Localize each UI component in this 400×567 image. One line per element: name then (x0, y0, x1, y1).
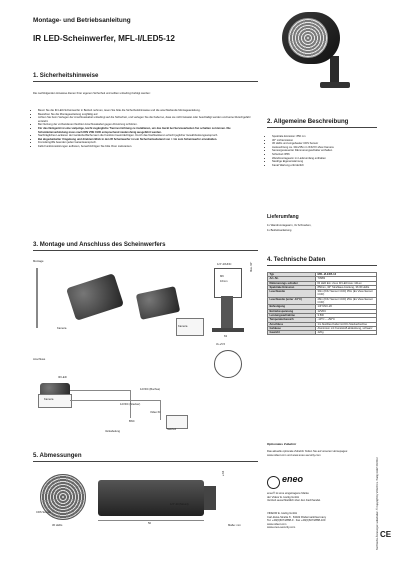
table-row (268, 297, 377, 305)
label-kamera: Kamera (57, 327, 67, 330)
table-value: 30m (IKK/ Sensor CCD) 35m (Ex View-Sensor CCD) (316, 290, 377, 298)
section-heading-mounting: 3. Montage und Anschluss des Scheinwerfers (33, 241, 166, 248)
company-block (267, 512, 367, 530)
label-width-dim: 50 (148, 522, 151, 525)
base-plate-drawing (214, 350, 242, 378)
dim-width: 63 (224, 335, 227, 338)
feature-item: • 30° Lichtemission (272, 139, 379, 143)
label-cds-sensor: CDS Sensor (36, 511, 51, 514)
table-key: Dämmerungs-schalter (268, 281, 316, 285)
section-heading-safety: 1. Sicherheitshinweise (33, 72, 99, 79)
safety-item: • Nachträgliches Lackieren der Gerätoberfläche kann die Funktion beeinträchtigen. Durch das Nachlackieren erlischt jeglicher Gewährleistungsanspruch. (38, 134, 258, 138)
ir-lamp-drawing (66, 273, 124, 321)
copyright-side-note: Technische Änderungen vorbehalten. © Copyright by VIDEOR E. Hartig GmbH 04/2012 (376, 457, 379, 550)
label-diameter: ⌀ 64 (222, 470, 225, 476)
table-key: Leuchtweite (268, 290, 316, 298)
feature-list (267, 135, 379, 167)
label-ir-led: IR LED (58, 376, 67, 379)
table-key: Leuchtweite (unter -10°C) (268, 297, 316, 305)
safety-list (33, 109, 258, 149)
cable-line (70, 390, 130, 391)
label-units: Maße: mm (228, 524, 241, 527)
table-key: Leistungsaufnahme (268, 313, 316, 317)
table-key: Anschluss (268, 322, 316, 326)
bracket-arm (221, 296, 233, 328)
delivery-item: 1x Betriebsanleitung (267, 229, 292, 232)
document-type: Montage- und Betriebsanleitung (33, 17, 131, 24)
safety-item: • Für das Netzgerät ist eine vielpolige, leicht zugängliche Trennvorrichtung zu installieren, um das Gerät bei Servicearbeiten frei schalten zu können. Die Schutzleiterverbindung muss nach DIN VDE 0100 entsprechend niederohmig ausgeführt werden. (38, 127, 258, 134)
table-value: 12VDC (316, 309, 377, 313)
label-anschluss: Anschluss (33, 358, 46, 361)
section-heading-technical: 4. Technische Daten (267, 256, 326, 263)
section-rule (33, 250, 258, 251)
label-kamera-conn: Kamera (44, 398, 54, 401)
table-key: Betriebsspannung (268, 309, 316, 313)
netzteil-drawing (166, 415, 188, 429)
label-12vdc-buchse: 12VDC (Buchse) (140, 388, 161, 391)
bracket-base (212, 328, 244, 332)
ce-mark: CE (380, 530, 392, 539)
table-value: Aluminium mit Kunststoff-abdeckung, schwarz (316, 326, 377, 330)
reg-line: Vertrieb ausschließlich über den Fachhandel. (267, 499, 321, 503)
table-value: 3.5W (316, 313, 377, 317)
feature-item: • Wandmontagearm im Lieferumfang enthalten (272, 157, 379, 161)
section-rule (33, 461, 258, 462)
dim-top-thread: 1/4"-20UNC (217, 263, 232, 266)
table-key: Art.-Nr. (268, 277, 316, 281)
section-heading-description: 2. Allgemeine Beschreibung (267, 118, 349, 125)
safety-item: • Bei abgedunkelter Umgebung und direktem Blick in den IR Scheinwerfer ist ein Sicherheitsabstand von > 1m zum Scheinwerfer einzuhalten. (38, 138, 258, 142)
accessory-text: Das aktuelle optionale Zubehör finden Sie auf unseren Homepages: www.videor.com und www.eneo-security.com (267, 450, 348, 457)
table-key: Temperaturbereich (268, 318, 316, 322)
wall-line (36, 268, 38, 328)
reg-line: der Videor E. Hartig GmbH (267, 495, 300, 499)
label-netzteil: Netzteil (167, 428, 176, 431)
company-web[interactable]: www.eneo-security.com (267, 526, 296, 530)
company-name: VIDEOR E. Hartig GmbH (267, 512, 298, 515)
delivery-item: 1x Wandmontagearm, 3x Schrauben, (267, 224, 312, 227)
label-kamera-2: Kamera (178, 325, 188, 328)
cable-line (70, 400, 160, 401)
delivery-heading: Lieferumfang (267, 214, 299, 220)
table-row (268, 281, 377, 285)
footer-note (267, 492, 367, 503)
section-rule (33, 81, 258, 82)
accessory-heading: Optionales Zubehör (267, 442, 297, 446)
product-title: IR LED-Scheinwerfer, MFL-I/LED5-12 (33, 34, 175, 43)
label-video-in: Video IN (150, 411, 161, 414)
table-value: IR LED Ein: 2Lux IR LED Aus: 10Lux (316, 281, 377, 285)
table-value: 28m (IKK/ Sensor CCD) 25m (Ex View-Sensor CCD) (316, 297, 377, 305)
safety-item: • Achten Sie beim Verlegen der Anschlusskabel unbedingt auf die Sicherheit, und verlegen Sie die Kabel so, dass sie nicht belastet oder beschädigt werden und keine Rutschgefahr entsteht. (38, 116, 258, 123)
dim-m6-length: 16mm (220, 280, 228, 283)
feature-item: • Sensorgesteuerter Dämmerungsschalter enthalten (272, 149, 379, 153)
eneo-logo-mark (267, 476, 280, 489)
housing-side-view (98, 480, 204, 516)
label-12vdc-stecker: 12VDC (Stecker) (120, 403, 141, 406)
table-key: Befestigung (268, 305, 316, 309)
safety-item: • Bevor Sie die IR-LED-Scheinwerfer in Betrieb nehmen, lesen Sie bitte die Sicherheitshinweise und die anschließende Montageanleitung. (38, 109, 258, 113)
table-row (268, 290, 377, 298)
table-value: 1/4"UNC-20 (316, 305, 377, 309)
brand-logo: eneo (282, 474, 304, 484)
table-value: 1m flexibles Kabel mit DC-Steckerbuchse (316, 322, 377, 326)
table-key: Spektrale Emission (268, 285, 316, 289)
dim-holes: 3x ⌀5.5 (216, 343, 225, 346)
safety-intro: Die nachfolgenden Hinweise dienen Ihrer eigenen Sicherheit und sollten unbedingt befolgt werden: (33, 92, 151, 95)
bracket-outline (214, 268, 242, 298)
section-rule (267, 127, 377, 128)
table-value: 420g (316, 331, 377, 335)
feature-item: • Niedrige Eigenerwärmung (272, 160, 379, 164)
label-verkabelung: Verkabelung (105, 430, 120, 433)
label-montage: Montage (33, 260, 44, 263)
dim-max-angle: Max. 90° (250, 261, 253, 272)
label-bnc: BNC (129, 420, 135, 423)
feature-item: • Kanal Wartung erforderlich (272, 164, 379, 168)
reg-line: eneo® ist eine eingetragene Marke (267, 492, 309, 495)
safety-item: • Fremdeingriffe beenden jeden Garantieanspruch. (38, 141, 258, 145)
cable-line (160, 400, 161, 420)
technical-table (267, 272, 377, 335)
feature-item: • Schutzart IP66 (272, 153, 379, 157)
table-value: MFL-I/LED5-12 (316, 273, 377, 277)
safety-item: • Falls Funktionsstörungen auftreten, benachrichtigen Sie bitte Ihren Lieferanten. (38, 145, 258, 149)
company-phone: Tel. +49(0)6074/888-0 · Fax +49(0)6074/888-100 (267, 519, 326, 523)
company-address: Carl-Zeiss-Straße 8 · 63322 Rödermark/Germany (267, 515, 327, 519)
label-36-leds: 36 LEDs (52, 524, 63, 527)
dimension-line (98, 520, 204, 521)
product-photo (276, 8, 376, 90)
table-value: -10°C – +50°C (316, 318, 377, 322)
safety-item: • Bei Nutzung der vorhandenen flexiblen Anschlusskabel gegen Abnutzung schützen. (38, 123, 258, 127)
dim-m6: M6 (220, 275, 224, 278)
feature-item: • Ausleuchtung ca. 30m/35m in IKK/XX-View Kamera (272, 146, 379, 150)
housing-rear-cap (204, 486, 216, 510)
safety-item: • Bewahren Sie die Montageanleitung sorgfältig auf. (38, 113, 258, 117)
camera-drawing (136, 286, 181, 320)
table-row (268, 331, 377, 335)
feature-item: • Spektrale Emission: 850 nm (272, 135, 379, 139)
table-value: 73983 (316, 277, 377, 281)
table-key: Typ (268, 273, 316, 277)
label-mount: 1/4"-20 (Mount) (170, 503, 189, 506)
table-key: Gewicht (268, 331, 316, 335)
section-rule (267, 265, 377, 266)
section-heading-dimensions: 5. Abmessungen (33, 452, 82, 459)
company-web[interactable]: www.videor.com (267, 522, 287, 526)
table-key: Gehäuse (268, 326, 316, 330)
feature-item: • 36 LEDs und eingebauter CDS Sensor (272, 142, 379, 146)
table-value: 850nm, 30° Strahlaus-breitung, 36 IR LEDs (316, 285, 377, 289)
